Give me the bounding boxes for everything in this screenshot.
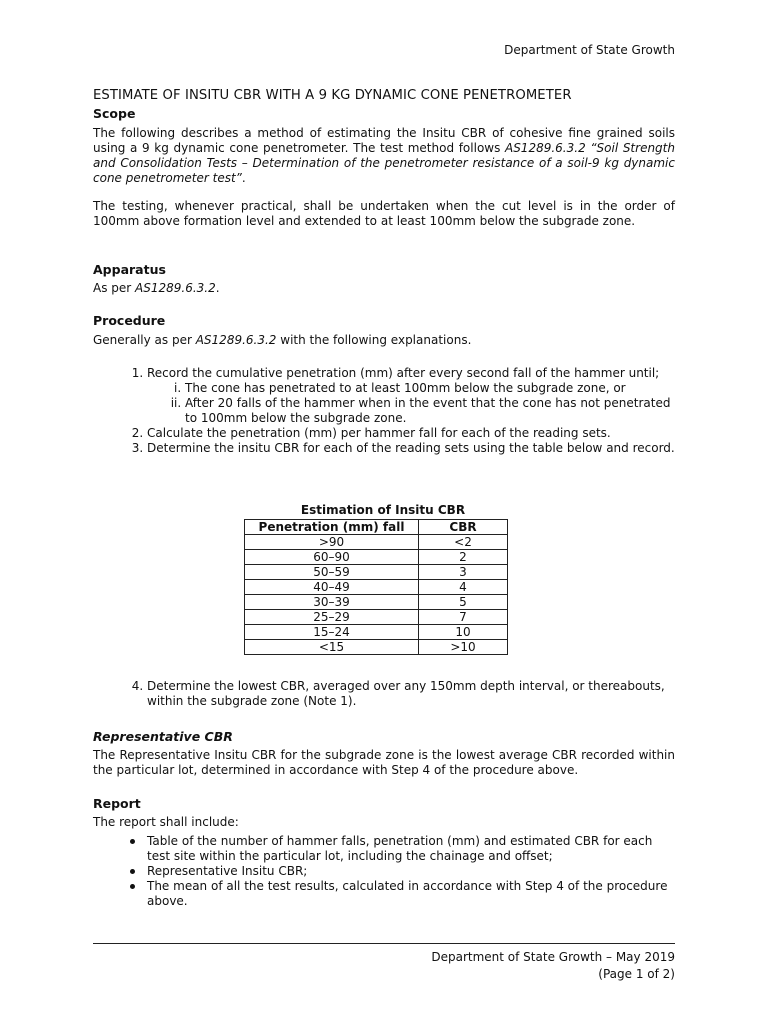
representative-section (93, 729, 675, 744)
table-cell: 5 (419, 595, 508, 610)
page-footer (431, 949, 675, 983)
procedure-step-1 (147, 366, 675, 426)
table-cell: 10 (419, 625, 508, 640)
procedure-substep-i: i. The cone has penetrated to at least 100mm below the subgrade zone, or (185, 381, 675, 396)
procedure-step-4: 4. Determine the lowest CBR, averaged over any 150mm depth interval, or thereabouts, within the subgrade zone (Note 1). (147, 679, 675, 709)
report-list (93, 834, 675, 909)
list-item (147, 834, 675, 864)
table-cell: 40–49 (245, 580, 419, 595)
list-item (147, 864, 675, 879)
procedure-intro (93, 333, 675, 348)
table-cell: 25–29 (245, 610, 419, 625)
table-cell: 3 (419, 565, 508, 580)
report-section (93, 796, 675, 811)
representative-text-block (93, 748, 675, 778)
table-row (245, 595, 508, 610)
procedure-list-continued (93, 679, 675, 709)
scope-section (93, 106, 675, 121)
table-header-row (245, 520, 508, 535)
table-row (245, 625, 508, 640)
standard-reference: AS1289.6.3.2 (504, 141, 586, 155)
procedure-step-3: 3. Determine the insitu CBR for each of the reading sets using the table below and record. (147, 441, 675, 456)
scope-heading: Scope (93, 106, 136, 121)
procedure-section (93, 313, 675, 328)
report-heading: Report (93, 796, 141, 811)
report-intro-block (93, 815, 675, 830)
table-cell: 30–39 (245, 595, 419, 610)
table-cell: 50–59 (245, 565, 419, 580)
cbr-table (244, 519, 508, 655)
table-cell: 4 (419, 580, 508, 595)
table-cell: <2 (419, 535, 508, 550)
procedure-intro-b: with the following explanations. (276, 333, 472, 347)
table-row (245, 610, 508, 625)
report-item-text: Table of the number of hammer falls, penetration (mm) and estimated CBR for each test site within the particular lot, including the chainage and offset; (147, 834, 653, 863)
scope-text: The following describes a method of estimating the Insitu CBR of cohesive fine grained soils using a 9 kg dynamic cone penetrometer. The test method follows (93, 126, 675, 155)
scope-text-2: The testing, whenever practical, shall be undertaken when the cut level is in the order of 100mm above formation level and extended to at least 100mm below the subgrade zone. (93, 199, 675, 228)
report-item-text: Representative Insitu CBR; (147, 864, 308, 878)
footer-divider (93, 943, 675, 944)
procedure-intro-a: Generally as per (93, 333, 196, 347)
table-cell: >10 (419, 640, 508, 655)
list-item (147, 879, 675, 909)
bullet-icon (130, 884, 135, 889)
table-row (245, 565, 508, 580)
standard-title-quote: “Soil Strength and Consolidation Tests – Determination of the penetrometer resistance of a soil-9 kg dynamic cone penetrometer test” (93, 141, 675, 185)
table-row (245, 535, 508, 550)
apparatus-reference: AS1289.6.3.2 (135, 281, 216, 295)
report-intro: The report shall include: (93, 815, 239, 829)
procedure-reference: AS1289.6.3.2 (195, 333, 277, 347)
table-cell: 15–24 (245, 625, 419, 640)
representative-heading: Representative CBR (93, 729, 233, 744)
table-cell: 60–90 (245, 550, 419, 565)
apparatus-text-a: As per (93, 281, 136, 295)
procedure-step-2: 2. Calculate the penetration (mm) per hammer fall for each of the reading sets. (147, 426, 675, 441)
page-header: Department of State Growth (504, 43, 675, 57)
footer-department-date: Department of State Growth – May 2019 (431, 950, 675, 964)
scope-paragraph-1 (93, 126, 675, 186)
table-cell: <15 (245, 640, 419, 655)
procedure-steps (93, 366, 675, 456)
document-title: ESTIMATE OF INSITU CBR WITH A 9 KG DYNAMIC CONE PENETROMETER (93, 88, 572, 103)
procedure-step-1-text: Record the cumulative penetration (mm) after every second fall of the hammer until; (147, 366, 660, 380)
footer-page-number: (Page 1 of 2) (598, 967, 675, 981)
bullet-icon (130, 839, 135, 844)
table-row (245, 580, 508, 595)
scope-paragraph-2 (93, 199, 675, 229)
document-page (93, 0, 675, 1024)
apparatus-heading: Apparatus (93, 262, 166, 277)
representative-text: The Representative Insitu CBR for the subgrade zone is the lowest average CBR recorded within the particular lot, determined in accordance with Step 4 of the procedure above. (93, 748, 675, 777)
table-header-cbr: CBR (419, 520, 508, 535)
apparatus-section (93, 262, 675, 277)
procedure-substeps (147, 381, 675, 426)
report-items-block (93, 834, 675, 909)
table-row (245, 640, 508, 655)
table-cell: 2 (419, 550, 508, 565)
table-caption: Estimation of Insitu CBR (300, 503, 466, 517)
procedure-step-4-block (93, 679, 675, 709)
apparatus-text-b: . (215, 281, 220, 295)
table-cell: >90 (245, 535, 419, 550)
table-cell: 7 (419, 610, 508, 625)
table-row (245, 550, 508, 565)
apparatus-text (93, 281, 675, 296)
procedure-heading: Procedure (93, 313, 166, 328)
scope-text-end: . (241, 171, 246, 185)
table-header-penetration: Penetration (mm) fall (245, 520, 419, 535)
report-item-text: The mean of all the test results, calculated in accordance with Step 4 of the procedure above. (147, 879, 668, 908)
procedure-list (93, 366, 675, 456)
procedure-substep-ii: ii. After 20 falls of the hammer when in the event that the cone has not penetrated to 100mm below the subgrade zone. (185, 396, 675, 426)
bullet-icon (130, 869, 135, 874)
